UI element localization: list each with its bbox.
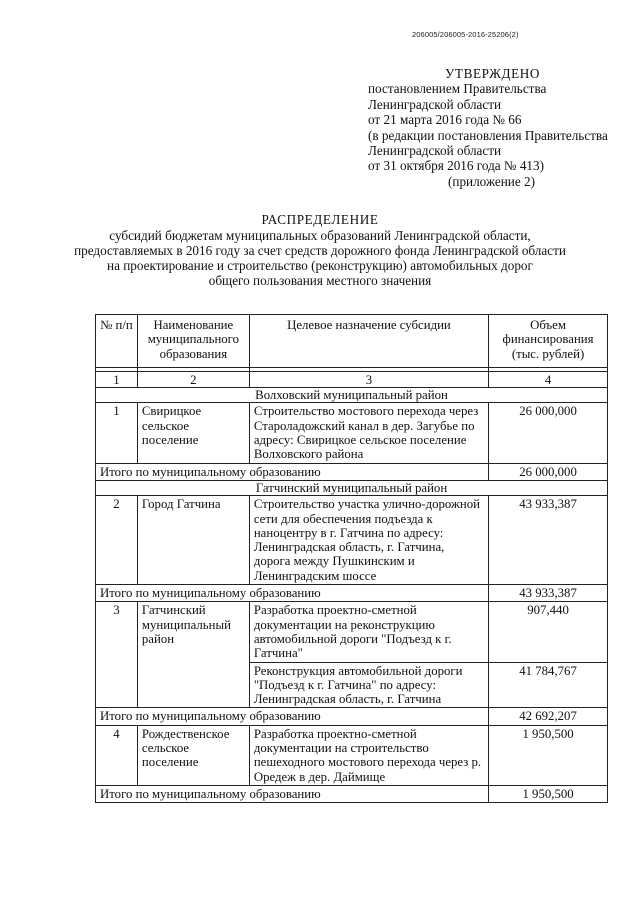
approval-block	[368, 66, 638, 189]
table-header-row	[96, 315, 608, 368]
total-label: Итого по муниципальному образованию	[96, 708, 489, 725]
column-index: 4	[489, 371, 608, 387]
row-number: 2	[96, 496, 138, 585]
subsidy-purpose: Реконструкция автомобильной дороги "Подъезд к г. Гатчина" по адресу: Ленинградская область, г. Гатчина	[249, 662, 488, 708]
funding-amount: 26 000,000	[489, 403, 608, 463]
district-row	[96, 480, 608, 495]
subsidy-purpose: Строительство мостового перехода через Староладожский канал в дер. Загубье по адресу: Свирицкое сельское поселение Волховского района	[249, 403, 488, 463]
table-row	[96, 403, 608, 463]
approval-line: Ленинградской области	[368, 143, 502, 159]
total-amount: 1 950,500	[489, 785, 608, 802]
total-label: Итого по муниципальному образованию	[96, 585, 489, 602]
subsidy-purpose: Разработка проектно-сметной документации на реконструкцию автомобильной дороги "Подъезд к г. Гатчина"	[249, 602, 488, 662]
header-purpose: Целевое назначение субсидии	[249, 315, 488, 368]
municipality-name: Рождественское сельское поселение	[137, 725, 249, 785]
document-id: 206005/206005-2016-25206(2)	[412, 30, 519, 39]
total-amount: 26 000,000	[489, 463, 608, 480]
column-index: 1	[96, 371, 138, 387]
heading-line: общего пользования местного значения	[208, 273, 432, 288]
row-number: 1	[96, 403, 138, 463]
column-index: 2	[137, 371, 249, 387]
municipality-name: Свирицкое сельское поселение	[137, 403, 249, 463]
approval-line: Ленинградской области	[368, 96, 502, 112]
heading-line: предоставляемых в 2016 году за счет средств дорожного фонда Ленинградской области	[74, 243, 566, 258]
funding-amount: 43 933,387	[489, 496, 608, 585]
header-amount: Объем финансирования (тыс. рублей)	[489, 315, 608, 368]
table-row	[96, 602, 608, 662]
district-row	[96, 388, 608, 403]
column-index-row	[96, 371, 608, 387]
approval-line: от 31 октября 2016 года № 413)	[368, 158, 544, 174]
total-amount: 43 933,387	[489, 585, 608, 602]
total-row	[96, 785, 608, 802]
row-number: 3	[96, 602, 138, 708]
subsidy-purpose: Разработка проектно-сметной документации на строительство пешеходного мостового перехода через р. Оредеж в дер. Даймище	[249, 725, 488, 785]
document-heading	[60, 212, 580, 288]
total-row	[96, 585, 608, 602]
header-municipality: Наименование муниципального образования	[137, 315, 249, 368]
heading-line: на проектирование и строительство (реконструкцию) автомобильных дорог	[107, 258, 533, 273]
column-index: 3	[249, 371, 488, 387]
header-number: № п/п	[96, 315, 138, 368]
approval-line: от 21 марта 2016 года № 66	[368, 112, 522, 128]
total-row	[96, 708, 608, 725]
total-label: Итого по муниципальному образованию	[96, 463, 489, 480]
total-row	[96, 463, 608, 480]
funding-amount: 1 950,500	[489, 725, 608, 785]
municipality-name: Город Гатчина	[137, 496, 249, 585]
heading-line: субсидий бюджетам муниципальных образований Ленинградской области,	[109, 228, 531, 243]
approval-line: постановлением Правительства	[368, 81, 547, 97]
subsidy-purpose: Строительство участка улично-дорожной сети для обеспечения подъезда к наноцентру в г. Гатчина по адресу: Ленинградская область, г. Гатчина, дорога между Пушкинским и Ленинградским шоссе	[249, 496, 488, 585]
table-row	[96, 496, 608, 585]
total-amount: 42 692,207	[489, 708, 608, 725]
distribution-table	[95, 314, 608, 803]
approval-title: УТВЕРЖДЕНО	[445, 66, 541, 81]
appendix-label: (приложение 2)	[448, 173, 535, 189]
heading-title: РАСПРЕДЕЛЕНИЕ	[261, 212, 379, 227]
funding-amount: 41 784,767	[489, 662, 608, 708]
total-label: Итого по муниципальному образованию	[96, 785, 489, 802]
municipality-name: Гатчинский муниципальный район	[137, 602, 249, 708]
district-name: Волховский муниципальный район	[96, 388, 608, 403]
row-number: 4	[96, 725, 138, 785]
district-name: Гатчинский муниципальный район	[96, 480, 608, 495]
approval-line: (в редакции постановления Правительства	[368, 127, 608, 143]
table-row	[96, 725, 608, 785]
funding-amount: 907,440	[489, 602, 608, 662]
